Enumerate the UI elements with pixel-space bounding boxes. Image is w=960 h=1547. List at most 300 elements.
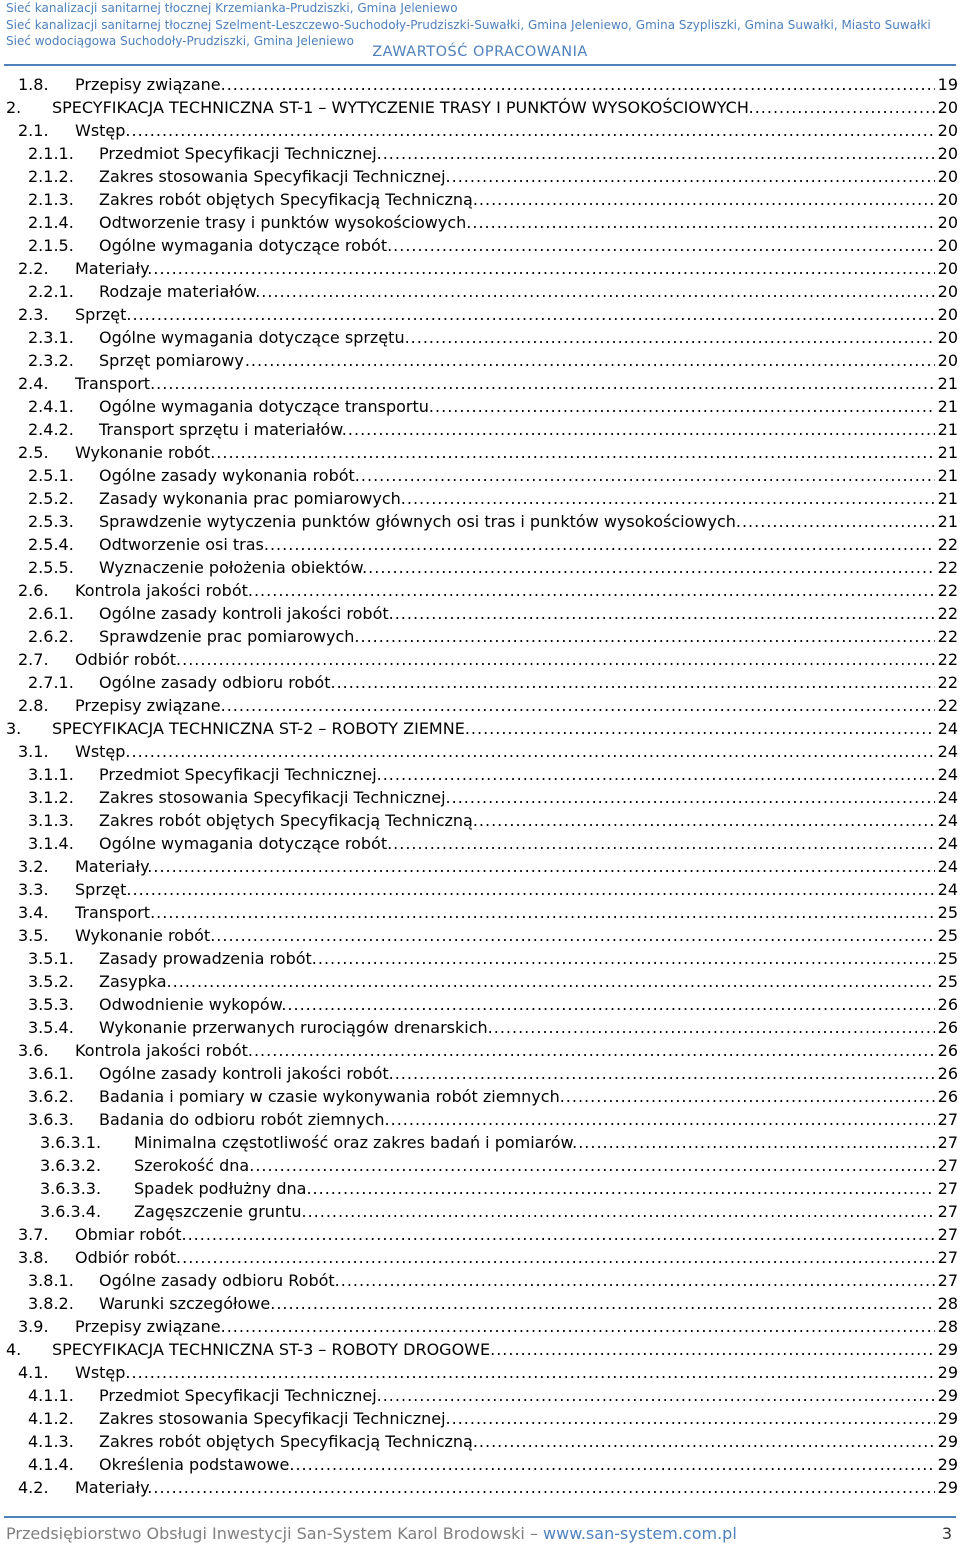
toc-leader-dots (452, 1407, 935, 1430)
toc-entry-page: 20 (937, 167, 958, 186)
toc-entry-page: 22 (937, 696, 958, 715)
toc-entry-page: 29 (937, 1455, 958, 1474)
toc-entry[interactable] (0, 1338, 960, 1361)
toc-entry-number: 3.8. (18, 1248, 49, 1267)
toc-leader-dots (245, 349, 935, 372)
toc-entry[interactable] (0, 1062, 960, 1085)
toc-entry-title: Ogólne wymagania dotyczące robót. (99, 236, 393, 255)
toc-entry-page: 25 (937, 972, 958, 991)
toc-leader-dots (132, 1361, 935, 1384)
toc-entry[interactable] (0, 165, 960, 188)
toc-entry-number: 3.9. (18, 1317, 49, 1336)
toc-entry-title: Ogólne wymagania dotyczące sprzętu. (99, 328, 410, 347)
toc-entry-page: 29 (937, 1409, 958, 1428)
header-line-3: Sieć wodociągowa Suchodoły-Prudziszki, Gmina Jeleniewo (6, 34, 354, 48)
header-line-2: Sieć kanalizacji sanitarnej tłocznej Szelment-Leszczewo-Suchodoły-Prudziszki-Suwałki, Gmina Jeleniewo, Gmina Szypliszki, Gmina Suwałki, Miasto Suwałki (6, 17, 931, 32)
toc-entry-page: 28 (937, 1294, 958, 1313)
toc-entry-title: SPECYFIKACJA TECHNICZNA ST-3 – ROBOTY DROGOWE. (52, 1340, 496, 1359)
toc-leader-dots (479, 809, 935, 832)
toc-entry-number: 2.1.2. (28, 167, 74, 186)
toc-leader-dots (578, 1131, 934, 1154)
toc-entry-title: Odtworzenie osi tras. (99, 535, 269, 554)
toc-entry[interactable] (0, 510, 960, 533)
toc-entry-page: 27 (937, 1110, 958, 1129)
toc-entry[interactable] (0, 1407, 960, 1430)
toc-leader-dots (383, 763, 935, 786)
toc-entry-page: 26 (937, 995, 958, 1014)
toc-entry-page: 22 (937, 673, 958, 692)
toc-entry-page: 21 (937, 397, 958, 416)
footer-company-line (6, 1523, 737, 1545)
toc-entry[interactable] (0, 303, 960, 326)
toc-entry-number: 2.3. (18, 305, 49, 324)
toc-entry-number: 2.5.2. (28, 489, 74, 508)
toc-entry-number: 2. (6, 98, 22, 117)
toc-entry[interactable] (0, 1039, 960, 1062)
toc-entry[interactable] (0, 1223, 960, 1246)
toc-entry-page: 21 (937, 420, 958, 439)
toc-entry-title: Zakres stosowania Specyfikacji Technicznej. (99, 1409, 451, 1428)
toc-entry-page: 27 (937, 1156, 958, 1175)
toc-leader-dots (494, 1016, 935, 1039)
toc-leader-dots (153, 257, 934, 280)
toc-entry[interactable] (0, 1430, 960, 1453)
toc-entry-page: 26 (937, 1087, 958, 1106)
toc-leader-dots (308, 1200, 935, 1223)
toc-entry[interactable] (0, 786, 960, 809)
toc-entry[interactable] (0, 1131, 960, 1154)
toc-entry-title: Transport sprzętu i materiałów. (99, 420, 347, 439)
toc-entry-page: 29 (937, 1363, 958, 1382)
toc-entry-title: Odwodnienie wykopów. (99, 995, 287, 1014)
toc-entry[interactable] (0, 1108, 960, 1131)
toc-leader-dots (348, 418, 935, 441)
toc-entry-number: 3.1. (18, 742, 49, 761)
toc-entry-number: 3.8.2. (28, 1294, 74, 1313)
toc-entry-number: 3.6.2. (28, 1087, 74, 1106)
toc-entry[interactable] (0, 1476, 960, 1499)
toc-entry-title: Badania do odbioru robót ziemnych. (99, 1110, 390, 1129)
toc-entry-title: Sprzęt pomiarowy (99, 351, 244, 370)
toc-entry-title: Szerokość dna. (134, 1156, 255, 1175)
toc-leader-dots (395, 1062, 935, 1085)
toc-entry-title: Materiały. (75, 259, 153, 278)
toc-entry-number: 2.5.5. (28, 558, 74, 577)
toc-leader-dots (566, 1085, 935, 1108)
toc-entry-title: Sprzęt. (75, 305, 132, 324)
toc-entry-number: 4. (6, 1340, 22, 1359)
toc-entry-title: Zakres robót objętych Specyfikacją Techniczną. (99, 190, 478, 209)
toc-entry-number: 2.4.2. (28, 420, 74, 439)
toc-entry-number: 3.6.1. (28, 1064, 74, 1083)
toc-entry-page: 27 (937, 1202, 958, 1221)
toc-leader-dots (313, 1177, 935, 1200)
header-divider (4, 64, 956, 66)
toc-entry-number: 2.3.2. (28, 351, 74, 370)
toc-entry-number: 4.1. (18, 1363, 49, 1382)
toc-entry-page: 22 (937, 650, 958, 669)
toc-leader-dots (261, 280, 934, 303)
toc-leader-dots (318, 947, 935, 970)
toc-entry-number: 1.8. (18, 75, 49, 94)
toc-entry-page: 21 (937, 489, 958, 508)
toc-entry-number: 2.2. (18, 259, 49, 278)
toc-entry-title: Zasypka. (99, 972, 172, 991)
toc-entry[interactable] (0, 395, 960, 418)
toc-leader-dots (153, 1476, 934, 1499)
toc-leader-dots (435, 395, 935, 418)
toc-entry[interactable] (0, 418, 960, 441)
section-title: ZAWARTOŚĆ OPRACOWANIA (372, 44, 588, 60)
toc-leader-dots (153, 855, 934, 878)
toc-entry-number: 2.6. (18, 581, 49, 600)
toc-entry-number: 2.5.3. (28, 512, 74, 531)
toc-entry-title: Zakres stosowania Specyfikacji Technicznej. (99, 788, 451, 807)
toc-entry-number: 3.1.1. (28, 765, 74, 784)
toc-entry-page: 22 (937, 604, 958, 623)
toc-entry-page: 27 (937, 1179, 958, 1198)
toc-entry-number: 3.5.3. (28, 995, 74, 1014)
toc-entry-title: Ogólne wymagania dotyczące transportu. (99, 397, 435, 416)
toc-entry-number: 3.5.1. (28, 949, 74, 968)
toc-entry-page: 29 (937, 1478, 958, 1497)
toc-entry[interactable] (0, 1085, 960, 1108)
toc-entry-page: 24 (937, 742, 958, 761)
toc-entry[interactable] (0, 464, 960, 487)
toc-entry-page: 21 (937, 443, 958, 462)
toc-entry-page: 27 (937, 1133, 958, 1152)
toc-leader-dots (479, 1430, 935, 1453)
toc-entry-page: 20 (937, 282, 958, 301)
table-of-contents (0, 73, 960, 1499)
toc-entry-number: 3. (6, 719, 22, 738)
toc-entry-title: Obmiar robót. (75, 1225, 187, 1244)
toc-entry-title: Ogólne zasady wykonania robót. (99, 466, 360, 485)
toc-leader-dots (361, 464, 935, 487)
toc-entry-page: 24 (937, 834, 958, 853)
toc-entry[interactable] (0, 1384, 960, 1407)
toc-entry[interactable] (0, 855, 960, 878)
toc-entry-page: 29 (937, 1386, 958, 1405)
toc-entry[interactable] (0, 809, 960, 832)
toc-entry-page: 20 (937, 144, 958, 163)
toc-entry-title: Warunki szczegółowe. (99, 1294, 276, 1313)
toc-entry-page: 20 (937, 190, 958, 209)
toc-entry-page: 24 (937, 765, 958, 784)
toc-entry[interactable] (0, 717, 960, 740)
toc-entry[interactable] (0, 142, 960, 165)
toc-leader-dots (393, 832, 934, 855)
toc-entry-title: Ogólne zasady odbioru Robót. (99, 1271, 340, 1290)
toc-entry-number: 4.1.2. (28, 1409, 74, 1428)
toc-leader-dots (133, 303, 935, 326)
toc-entry[interactable] (0, 188, 960, 211)
toc-entry-number: 3.1.2. (28, 788, 74, 807)
toc-leader-dots (133, 878, 935, 901)
toc-leader-dots (383, 1384, 935, 1407)
toc-entry-title: Sprawdzenie prac pomiarowych. (99, 627, 360, 646)
header-line-1: Sieć kanalizacji sanitarnej tłocznej Krzemianka-Prudziszki, Gmina Jeleniewo (6, 1, 458, 15)
toc-entry[interactable] (0, 1177, 960, 1200)
toc-leader-dots (361, 625, 935, 648)
toc-entry[interactable] (0, 1016, 960, 1039)
toc-leader-dots (270, 533, 935, 556)
toc-entry-title: Wyznaczenie położenia obiektów. (99, 558, 368, 577)
toc-entry[interactable] (0, 280, 960, 303)
toc-leader-dots (337, 671, 935, 694)
toc-leader-dots (255, 1154, 934, 1177)
toc-entry-number: 4.1.3. (28, 1432, 74, 1451)
toc-entry-page: 20 (937, 236, 958, 255)
toc-entry-number: 2.1.5. (28, 236, 74, 255)
page-header (6, 0, 954, 60)
toc-entry-number: 2.8. (18, 696, 49, 715)
toc-entry[interactable] (0, 625, 960, 648)
toc-entry[interactable] (0, 1154, 960, 1177)
toc-entry-number: 3.6. (18, 1041, 49, 1060)
toc-entry[interactable] (0, 1292, 960, 1315)
toc-entry[interactable] (0, 533, 960, 556)
toc-entry-title: Kontrola jakości robót. (75, 1041, 253, 1060)
toc-leader-dots (227, 1315, 935, 1338)
toc-entry-page: 28 (937, 1317, 958, 1336)
toc-entry-title: Ogólne zasady kontroli jakości robót. (99, 1064, 394, 1083)
toc-leader-dots (368, 556, 934, 579)
toc-entry-title: Zakres stosowania Specyfikacji Technicznej. (99, 167, 451, 186)
toc-entry-number: 3.5.4. (28, 1018, 74, 1037)
toc-leader-dots (182, 648, 935, 671)
toc-entry[interactable] (0, 648, 960, 671)
toc-entry-number: 2.6.1. (28, 604, 74, 623)
toc-entry[interactable] (0, 556, 960, 579)
toc-entry-title: Wstęp. (75, 1363, 131, 1382)
toc-leader-dots (471, 717, 935, 740)
toc-leader-dots (216, 924, 934, 947)
toc-entry-number: 3.1.3. (28, 811, 74, 830)
toc-entry-page: 24 (937, 811, 958, 830)
toc-entry-title: Zasady prowadzenia robót. (99, 949, 317, 968)
toc-entry[interactable] (0, 924, 960, 947)
toc-entry[interactable] (0, 763, 960, 786)
toc-entry-title: Spadek podłużny dna. (134, 1179, 312, 1198)
toc-entry-page: 22 (937, 581, 958, 600)
toc-entry[interactable] (0, 441, 960, 464)
toc-leader-dots (295, 1453, 934, 1476)
toc-entry-title: Ogólne wymagania dotyczące robót. (99, 834, 393, 853)
toc-entry-title: Przepisy związane. (75, 1317, 226, 1336)
toc-entry-number: 2.7.1. (28, 673, 74, 692)
toc-entry-number: 2.4.1. (28, 397, 74, 416)
toc-entry[interactable] (0, 901, 960, 924)
toc-entry[interactable] (0, 878, 960, 901)
toc-entry-title: Sprzęt. (75, 880, 132, 899)
toc-entry-page: 29 (937, 1432, 958, 1451)
toc-leader-dots (227, 694, 935, 717)
toc-entry-page: 20 (937, 305, 958, 324)
toc-entry-page: 27 (937, 1271, 958, 1290)
toc-entry[interactable] (0, 1200, 960, 1223)
toc-entry-title: Minimalna częstotliwość oraz zakres badań i pomiarów. (134, 1133, 578, 1152)
toc-entry-title: Zakres robót objętych Specyfikacją Techniczną. (99, 811, 478, 830)
toc-entry-number: 3.6.3.2. (40, 1156, 102, 1175)
toc-entry-page: 21 (937, 374, 958, 393)
toc-entry-page: 24 (937, 857, 958, 876)
toc-entry-page: 20 (937, 259, 958, 278)
toc-leader-dots (276, 1292, 934, 1315)
toc-entry-page: 20 (937, 328, 958, 347)
toc-leader-dots (156, 901, 934, 924)
toc-entry-title: Badania i pomiary w czasie wykonywania robót ziemnych. (99, 1087, 565, 1106)
toc-entry-number: 4.1.4. (28, 1455, 74, 1474)
footer-company: Przedsiębiorstwo Obsługi Inwestycji San-System Karol Brodowski – (6, 1524, 538, 1543)
toc-entry-title: Wstęp. (75, 121, 131, 140)
toc-leader-dots (452, 165, 935, 188)
toc-entry-number: 3.5.2. (28, 972, 74, 991)
toc-entry-number: 2.7. (18, 650, 49, 669)
toc-entry-title: Przepisy związane. (75, 75, 226, 94)
toc-entry-number: 2.1.4. (28, 213, 74, 232)
toc-entry-page: 21 (937, 466, 958, 485)
toc-leader-dots (156, 372, 934, 395)
toc-entry-page: 22 (937, 535, 958, 554)
toc-entry-number: 2.1.3. (28, 190, 74, 209)
toc-leader-dots (227, 73, 935, 96)
toc-entry-page: 21 (937, 512, 958, 531)
toc-entry[interactable] (0, 1269, 960, 1292)
toc-entry-number: 3.6.3.1. (40, 1133, 102, 1152)
toc-entry-number: 3.2. (18, 857, 49, 876)
toc-leader-dots (173, 970, 935, 993)
toc-leader-dots (287, 993, 934, 1016)
toc-entry-number: 3.3. (18, 880, 49, 899)
toc-leader-dots (182, 1246, 935, 1269)
toc-leader-dots (383, 142, 935, 165)
toc-entry[interactable] (0, 487, 960, 510)
toc-entry[interactable] (0, 1246, 960, 1269)
toc-entry-title: Odtworzenie trasy i punktów wysokościowych. (99, 213, 472, 232)
toc-entry-title: Rodzaje materiałów. (99, 282, 261, 301)
toc-entry-title: Wykonanie przerwanych rurociągów drenarskich. (99, 1018, 493, 1037)
toc-leader-dots (188, 1223, 935, 1246)
toc-entry-number: 3.1.4. (28, 834, 74, 853)
toc-entry-title: Materiały. (75, 857, 153, 876)
toc-entry[interactable] (0, 372, 960, 395)
toc-entry[interactable] (0, 970, 960, 993)
toc-entry[interactable] (0, 96, 960, 119)
toc-entry[interactable] (0, 694, 960, 717)
toc-entry[interactable] (0, 602, 960, 625)
toc-entry-page: 24 (937, 719, 958, 738)
toc-entry-number: 3.5. (18, 926, 49, 945)
toc-entry-number: 3.6.3. (28, 1110, 74, 1129)
toc-entry-number: 4.2. (18, 1478, 49, 1497)
page-footer (6, 1523, 952, 1545)
toc-entry-title: Zasady wykonania prac pomiarowych. (99, 489, 406, 508)
toc-entry-title: Wykonanie robót. (75, 926, 216, 945)
toc-entry-title: Kontrola jakości robót. (75, 581, 253, 600)
toc-leader-dots (393, 234, 934, 257)
toc-leader-dots (755, 96, 935, 119)
toc-entry-number: 2.5. (18, 443, 49, 462)
toc-entry[interactable] (0, 1315, 960, 1338)
toc-entry[interactable] (0, 993, 960, 1016)
toc-entry-number: 2.1.1. (28, 144, 74, 163)
toc-leader-dots (496, 1338, 934, 1361)
toc-entry-title: SPECYFIKACJA TECHNICZNA ST-2 – ROBOTY ZIEMNE. (52, 719, 470, 738)
toc-entry[interactable] (0, 579, 960, 602)
toc-entry[interactable] (0, 119, 960, 142)
toc-entry[interactable] (0, 832, 960, 855)
toc-entry-page: 25 (937, 903, 958, 922)
toc-leader-dots (132, 119, 935, 142)
toc-entry-page: 26 (937, 1064, 958, 1083)
toc-leader-dots (452, 786, 935, 809)
toc-entry[interactable] (0, 671, 960, 694)
toc-leader-dots (216, 441, 934, 464)
toc-entry-page: 20 (937, 351, 958, 370)
footer-divider (4, 1516, 956, 1518)
toc-entry[interactable] (0, 349, 960, 372)
toc-entry-title: Zagęszczenie gruntu. (134, 1202, 307, 1221)
toc-leader-dots (407, 487, 935, 510)
toc-entry-title: SPECYFIKACJA TECHNICZNA ST-1 – WYTYCZENIE TRASY I PUNKTÓW WYSOKOŚCIOWYCH. (52, 98, 754, 117)
toc-entry-title: Ogólne zasady kontroli jakości robót. (99, 604, 394, 623)
toc-entry-page: 20 (937, 213, 958, 232)
toc-entry-title: Materiały. (75, 1478, 153, 1497)
toc-leader-dots (411, 326, 935, 349)
toc-entry-number: 3.6.3.4. (40, 1202, 102, 1221)
toc-entry-page: 24 (937, 880, 958, 899)
toc-entry-page: 22 (937, 627, 958, 646)
toc-entry-page: 22 (937, 558, 958, 577)
toc-entry[interactable] (0, 1453, 960, 1476)
toc-entry[interactable] (0, 740, 960, 763)
toc-entry-page: 26 (937, 1018, 958, 1037)
toc-entry-page: 25 (937, 926, 958, 945)
toc-entry-number: 3.8.1. (28, 1271, 74, 1290)
toc-leader-dots (254, 579, 935, 602)
toc-entry-title: Przedmiot Specyfikacji Technicznej. (99, 144, 382, 163)
toc-leader-dots (395, 602, 935, 625)
toc-entry-page: 29 (937, 1340, 958, 1359)
toc-entry-number: 2.1. (18, 121, 49, 140)
toc-entry[interactable] (0, 73, 960, 96)
toc-leader-dots (479, 188, 935, 211)
toc-entry[interactable] (0, 1361, 960, 1384)
toc-leader-dots (742, 510, 935, 533)
toc-entry-title: Określenia podstawowe. (99, 1455, 295, 1474)
toc-entry-page: 27 (937, 1248, 958, 1267)
toc-entry[interactable] (0, 211, 960, 234)
toc-entry-number: 4.1.1. (28, 1386, 74, 1405)
toc-entry-page: 26 (937, 1041, 958, 1060)
toc-entry-title: Przedmiot Specyfikacji Technicznej. (99, 765, 382, 784)
toc-entry-number: 2.3.1. (28, 328, 74, 347)
footer-website-link[interactable]: www.san-system.com.pl (543, 1524, 737, 1543)
toc-entry-page: 20 (937, 98, 958, 117)
toc-entry[interactable] (0, 257, 960, 280)
toc-leader-dots (472, 211, 934, 234)
toc-entry-number: 3.7. (18, 1225, 49, 1244)
toc-entry-page: 19 (937, 75, 958, 94)
toc-entry[interactable] (0, 234, 960, 257)
toc-entry[interactable] (0, 326, 960, 349)
toc-entry-page: 20 (937, 121, 958, 140)
toc-entry-number: 3.6.3.3. (40, 1179, 102, 1198)
toc-leader-dots (254, 1039, 935, 1062)
toc-entry-number: 3.4. (18, 903, 49, 922)
toc-entry[interactable] (0, 947, 960, 970)
